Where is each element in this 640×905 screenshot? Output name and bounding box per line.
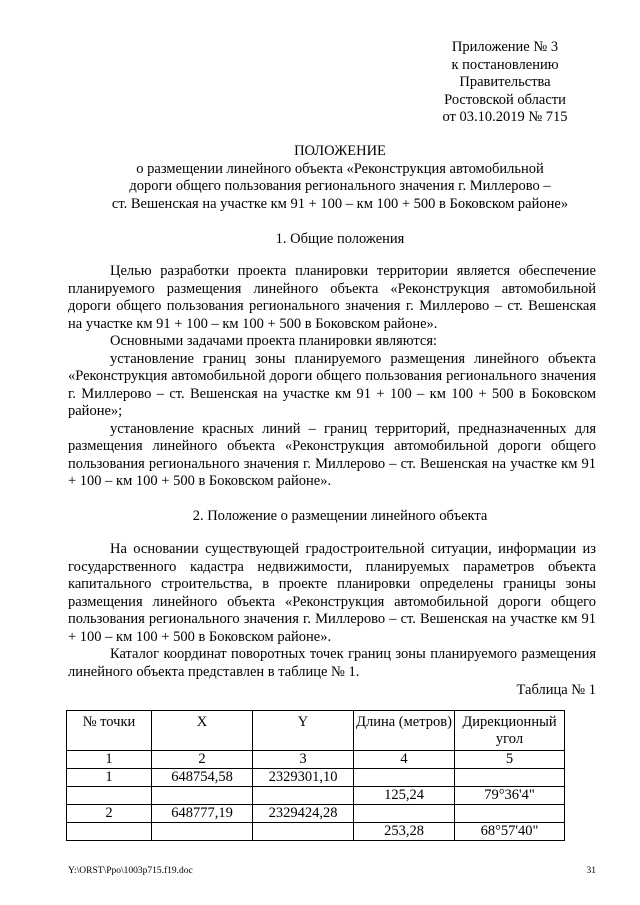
- paragraph: Каталог координат поворотных точек границ зоны планируемого размещения линейного объекта представлен в таблице № 1.: [68, 646, 596, 680]
- table-cell: [455, 805, 565, 823]
- appendix-line: от 03.10.2019 № 715: [442, 109, 568, 126]
- title-line: о размещении линейного объекта «Реконструкция автомобильной: [136, 160, 544, 177]
- title-line: дороги общего пользования регионального значения г. Миллерово –: [129, 178, 551, 195]
- document-title: [40, 143, 640, 213]
- table-cell: 4: [354, 751, 455, 769]
- title-line: ПОЛОЖЕНИЕ: [294, 143, 386, 159]
- table-cell: [67, 787, 152, 805]
- paragraph: Основными задачами проекта планировки являются:: [110, 333, 438, 349]
- table-cell: 3: [253, 751, 354, 769]
- table-row: [67, 805, 565, 823]
- table-cell: 68°57'40": [455, 823, 565, 841]
- section-1-heading: 1. Общие положения: [275, 231, 405, 247]
- section-1-body: [68, 263, 596, 491]
- table-row: [67, 787, 565, 805]
- table-cell: 79°36'4": [455, 787, 565, 805]
- table-cell: [152, 787, 253, 805]
- column-header: X: [152, 711, 253, 751]
- paragraph: Целью разработки проекта планировки территории является обеспечение планируемого размещения линейного объекта «Реконструкция автомобильной дороги общего пользования регионального значения г. Миллерово – ст. Вешенская на участке км 91 + 100 – км 100 + 500 в Боковском районе».: [68, 263, 596, 332]
- table-cell: 648754,58: [152, 769, 253, 787]
- table-cell: 253,28: [354, 823, 455, 841]
- table-header-row: [67, 711, 565, 751]
- table-cell: [253, 787, 354, 805]
- table-row: [67, 769, 565, 787]
- title-line: ст. Вешенская на участке км 91 + 100 – км 100 + 500 в Боковском районе»: [111, 195, 569, 212]
- footer-page-number: 31: [586, 866, 596, 876]
- appendix-line: к постановлению: [451, 56, 559, 73]
- section-2-body: [68, 541, 596, 681]
- table-cell: 648777,19: [152, 805, 253, 823]
- table-cell: [67, 823, 152, 841]
- paragraph: установление красных линий – границ территорий, предназначенных для размещения линейного объекта «Реконструкция автомобильной дороги общего пользования регионального значения г. Миллерово – ст. Вешенская на участке км 91 + 100 – км 100 + 500 в Боковском районе».: [68, 420, 596, 489]
- column-header: Длина (метров): [354, 711, 455, 751]
- appendix-line: Правительства: [459, 74, 551, 91]
- column-header: Y: [253, 711, 354, 751]
- table-cell: 125,24: [354, 787, 455, 805]
- coordinates-table: [66, 710, 565, 841]
- table-cell: [455, 769, 565, 787]
- column-header: Дирекционный угол: [455, 711, 565, 751]
- table-cell: 1: [67, 769, 152, 787]
- paragraph: установление границ зоны планируемого размещения линейного объекта «Реконструкция автомобильной дороги общего пользования регионального значения г. Миллерово – ст. Вешенская на участке км 91 + 100 – км 100 + 500 в Боковском районе»;: [68, 350, 596, 419]
- table-cell: [354, 769, 455, 787]
- appendix-line: Приложение № 3: [451, 39, 559, 55]
- table-cell: [152, 823, 253, 841]
- table-cell: 2: [152, 751, 253, 769]
- table-numbering-row: [67, 751, 565, 769]
- table-cell: 2329424,28: [253, 805, 354, 823]
- appendix-line: Ростовской области: [444, 91, 566, 108]
- column-header: № точки: [67, 711, 152, 751]
- table-cell: [354, 805, 455, 823]
- table-cell: [253, 823, 354, 841]
- table-label: Таблица № 1: [516, 682, 596, 698]
- appendix-block: [410, 39, 600, 127]
- section-2-heading: 2. Положение о размещении линейного объекта: [192, 508, 488, 524]
- paragraph: На основании существующей градостроительной ситуации, информации из государственного кадастра недвижимости, планируемых параметров объекта капитального строительства, в проекте планировки определены границы зоны размещения линейного объекта «Реконструкция автомобильной дороги общего пользования регионального значения г. Миллерово – ст. Вешенская на участке км 91 + 100 – км 100 + 500 в Боковском районе».: [68, 541, 596, 645]
- table-cell: 2329301,10: [253, 769, 354, 787]
- table-cell: 5: [455, 751, 565, 769]
- footer-file-path: Y:\ORST\Ppo\1003p715.f19.doc: [68, 866, 193, 876]
- table-cell: 2: [67, 805, 152, 823]
- table-cell: 1: [67, 751, 152, 769]
- table-row: [67, 823, 565, 841]
